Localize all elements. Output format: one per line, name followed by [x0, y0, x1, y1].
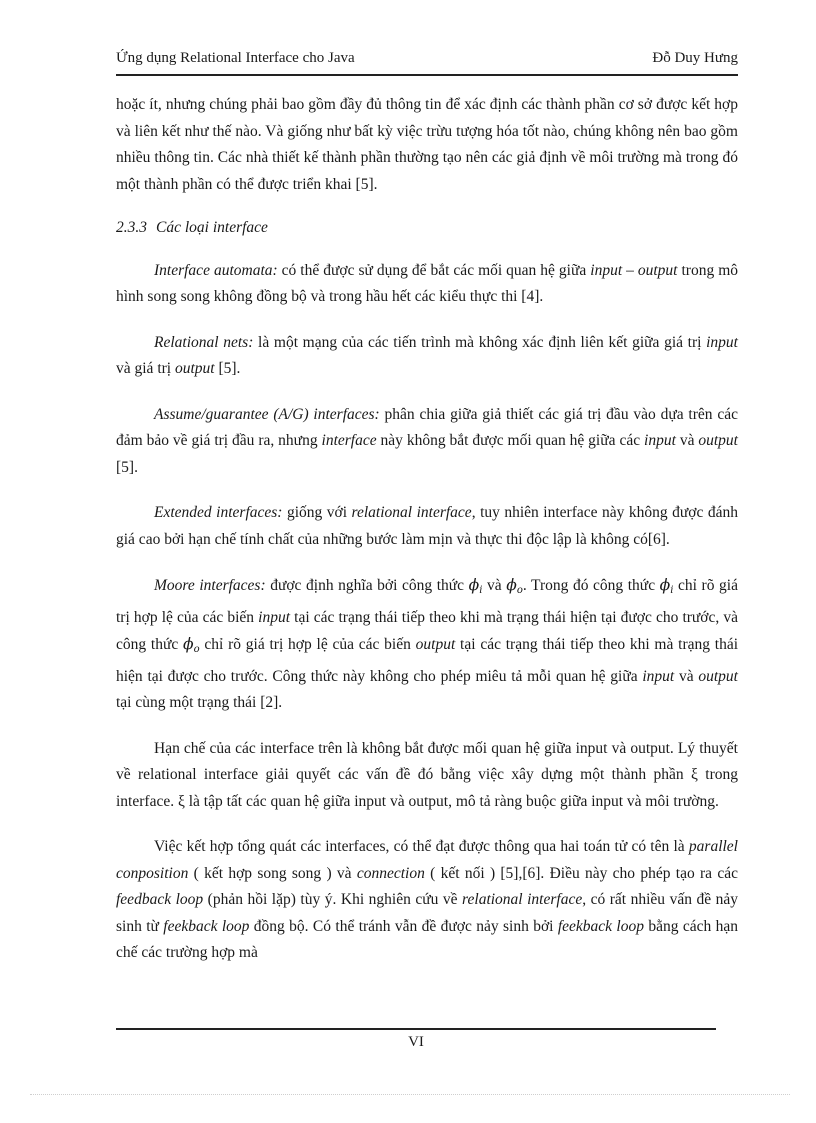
paragraph-assume-guarantee: Assume/guarantee (A/G) interfaces: phân chia giữa giả thiết các giá trị đầu vào dựa trên các đảm bảo về giá trị đầu ra, nhưng interface này không bắt được mối quan hệ giữa các input và output [5].	[116, 405, 738, 476]
paragraph-composition: Việc kết hợp tổng quát các interfaces, có thể đạt được thông qua hai toán tử có tên là parallel conposition ( kết hợp song song ) và connection ( kết nối ) [5],[6]. Điều này cho phép tạo ra các feedback loop (phản hồi lặp) tùy ý. Khi nghiên cứu về relational interface, có rất nhiều vấn đề nảy sinh từ feekback loop đồng bộ. Có thể tránh vẫn đề được nảy sinh bởi feekback loop bằng cách hạn chế các trường hợp mà	[116, 838, 738, 961]
page-header	[116, 48, 738, 68]
section-number: 2.3.3	[116, 219, 147, 236]
formula-phi-o: $\phi_o$	[183, 635, 200, 655]
page-edge-dots	[30, 1094, 790, 1095]
paragraph-extended-interfaces: Extended interfaces: giống với relational interface, tuy nhiên interface này không được đánh giá cao bởi hạn chế tính chất của những bước làm mịn và thực thi độc lập là không có[6].	[116, 504, 739, 548]
formula-phi-i: $\phi_i$	[468, 576, 483, 596]
section-heading	[116, 215, 738, 242]
term-assume-guarantee: Assume/guarantee (A/G) interfaces:	[154, 405, 380, 423]
term-relational-nets: Relational nets:	[154, 333, 254, 351]
header-divider	[116, 74, 738, 76]
header-author: Đỗ Duy Hưng	[652, 50, 738, 66]
section-title: Các loại interface	[156, 219, 268, 236]
intro-paragraph: hoặc ít, nhưng chúng phải bao gồm đầy đủ thông tin để xác định các thành phần cơ sở được kết hợp và liên kết như thế nào. Và giống như bất kỳ việc trừu tượng hóa tốt nào, chúng không nên bao gồm nhiều thông tin. Các nhà thiết kế thành phần thường tạo nên các giả định về môi trường mà trong đó một thành phần có thể được triển khai [5].	[116, 96, 738, 193]
page-number: VI	[408, 1034, 424, 1050]
formula-phi-i: $\phi_i$	[659, 576, 674, 596]
paragraph-interface-automata: Interface automata: có thể được sử dụng để bắt các mối quan hệ giữa input – output trong mô hình song song không đồng bộ và trong hầu hết các kiểu thực thi [4].	[116, 261, 739, 305]
term-extended-interfaces: Extended interfaces:	[154, 504, 283, 521]
header-title: Ứng dụng Relational Interface cho Java	[116, 50, 355, 66]
term-moore-interfaces: Moore interfaces:	[154, 577, 266, 594]
formula-phi-o: $\phi_o$	[506, 576, 523, 596]
term-interface-automata: Interface automata:	[154, 261, 278, 279]
footer-divider	[116, 1028, 716, 1030]
paragraph-limitations: Hạn chế của các interface trên là không bắt được mối quan hệ giữa input và output. Lý thuyết về relational interface giải quyết các vấn đề đó bằng việc xây dựng một thành phần ξ trong interface. ξ là tập tất các quan hệ giữa input và output, mô tả ràng buộc giữa input và môi trường.	[116, 739, 738, 810]
paragraph-relational-nets: Relational nets: là một mạng của các tiến trình mà không xác định liên kết giữa giá trị input và giá trị output [5].	[116, 333, 738, 377]
paragraph-moore-interfaces: Moore interfaces: được định nghĩa bởi công thức $\phi_i$ và $\phi_o$. Trong đó công thức $\phi_i$ chỉ rõ giá trị hợp lệ của các biến input tại các trạng thái tiếp theo khi mà trạng thái hiện tại được cho trước, và công thức $\phi_o$ chỉ rõ giá trị hợp lệ của các biến output tại các trạng thái tiếp theo khi mà trạng thái hiện tại được cho trước. Công thức này không cho phép miêu tả mỗi quan hệ giữa input và output tại cùng một trạng thái [2].	[116, 576, 739, 711]
page-body	[116, 92, 738, 986]
